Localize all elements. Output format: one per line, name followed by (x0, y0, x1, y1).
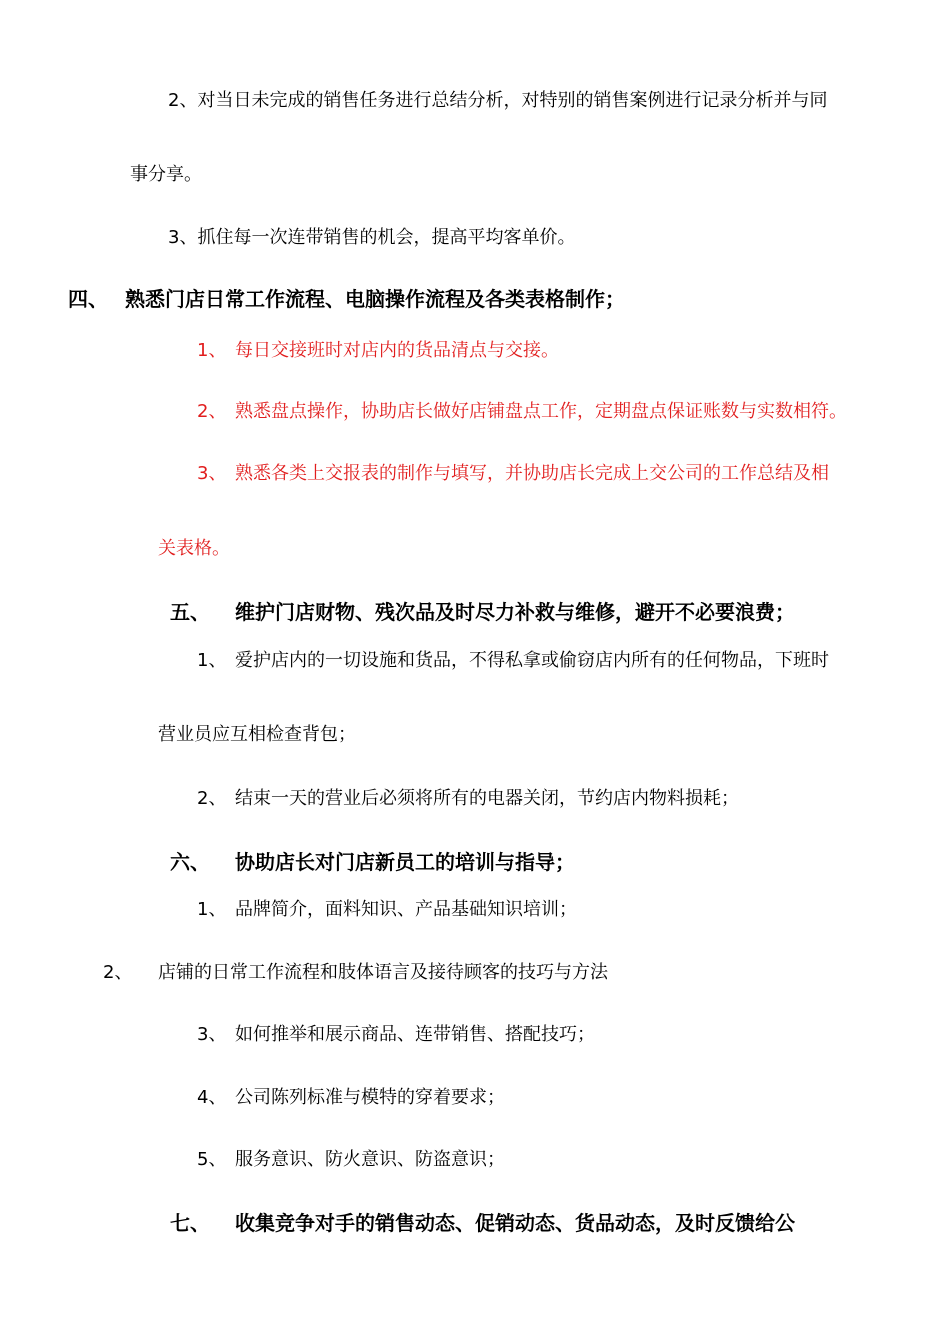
list-item: 2、 店铺的日常工作流程和肢体语言及接待顾客的技巧与方法 (103, 962, 608, 983)
section-heading: 六、 协助店长对门店新员工的培训与指导； (170, 850, 575, 874)
list-item: 2、 结束一天的营业后必须将所有的电器关闭，节约店内物料损耗； (197, 788, 739, 809)
list-item-continuation: 关表格。 (158, 538, 230, 559)
list-item: 3、抓住每一次连带销售的机会，提高平均客单价。 (168, 227, 576, 248)
section-heading: 四、 熟悉门店日常工作流程、电脑操作流程及各类表格制作； (68, 287, 625, 311)
list-item: 1、 品牌简介，面料知识、产品基础知识培训； (197, 899, 577, 920)
list-item: 3、 如何推举和展示商品、连带销售、搭配技巧； (197, 1024, 595, 1045)
list-item: 5、 服务意识、防火意识、防盗意识； (197, 1149, 505, 1170)
list-item-continuation: 营业员应互相检查背包； (158, 724, 356, 745)
list-item: 1、 爱护店内的一切设施和货品，不得私拿或偷窃店内所有的任何物品，下班时 (197, 650, 829, 671)
list-item: 1、 每日交接班时对店内的货品清点与交接。 (197, 340, 559, 361)
list-item: 2、对当日未完成的销售任务进行总结分析，对特别的销售案例进行记录分析并与同 (168, 90, 828, 111)
list-item: 3、 熟悉各类上交报表的制作与填写，并协助店长完成上交公司的工作总结及相 (197, 463, 829, 484)
list-item-continuation: 事分享。 (130, 164, 202, 185)
section-heading: 七、 收集竞争对手的销售动态、促销动态、货品动态，及时反馈给公 (170, 1211, 795, 1235)
list-item: 2、 熟悉盘点操作，协助店长做好店铺盘点工作，定期盘点保证账数与实数相符。 (197, 401, 847, 422)
list-item: 4、 公司陈列标准与模特的穿着要求； (197, 1087, 505, 1108)
section-heading: 五、 维护门店财物、残次品及时尽力补救与维修，避开不必要浪费； (170, 600, 795, 624)
